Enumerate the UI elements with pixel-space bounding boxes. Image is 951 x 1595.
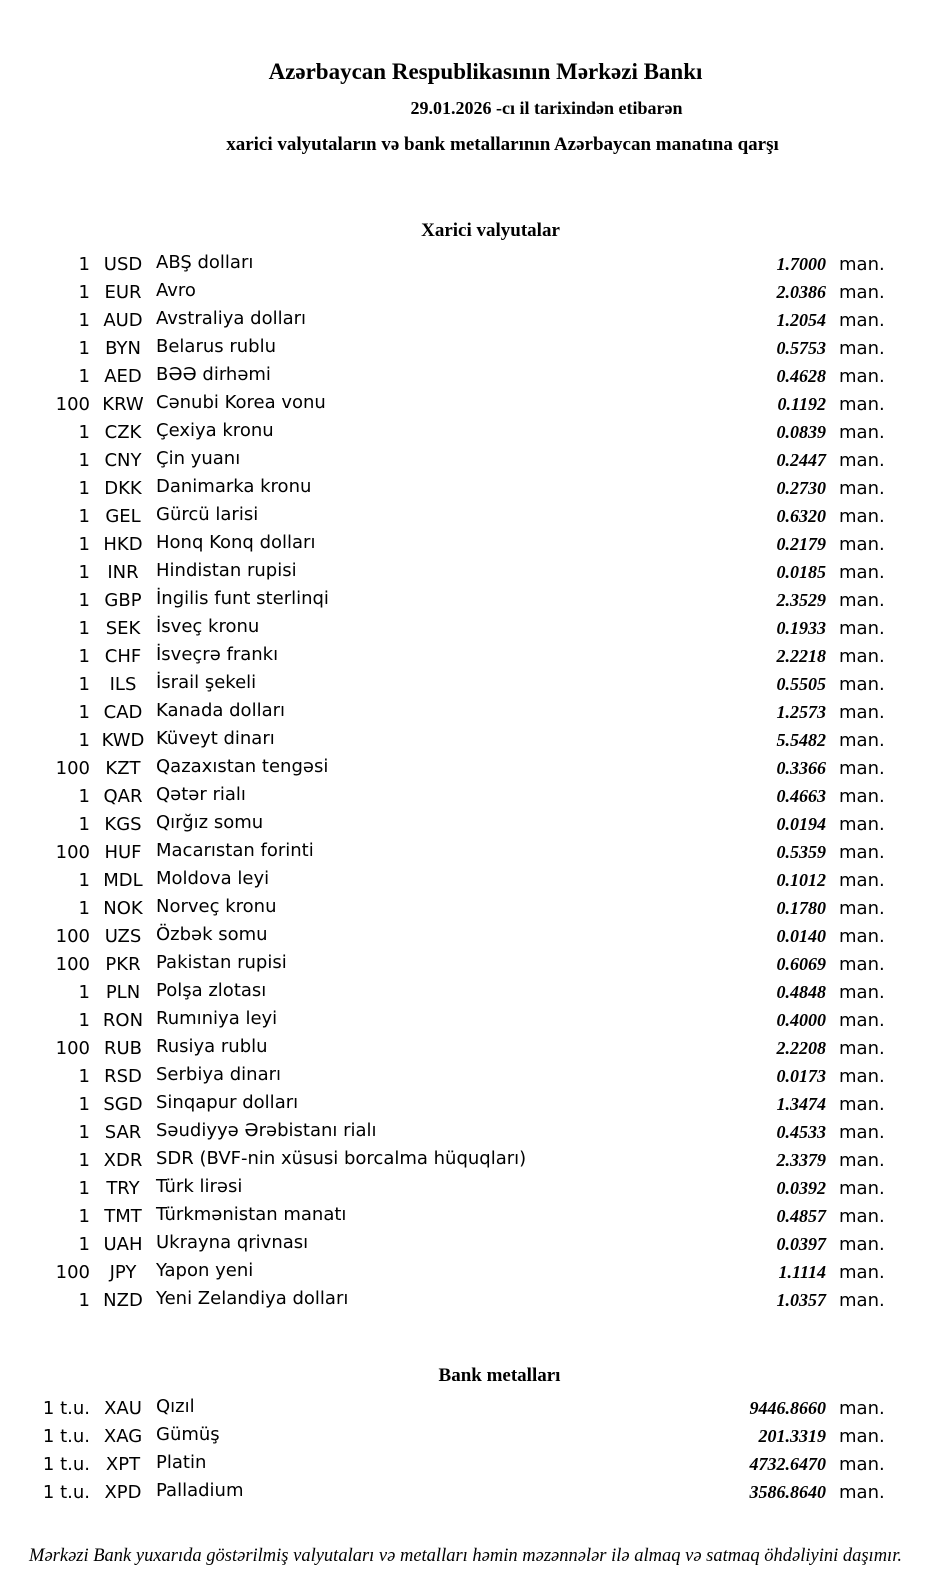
rate-row [0,1230,896,1258]
currency-code: SAR [104,1121,142,1143]
currency-name: Polşa zlotası [156,979,267,1001]
currency-name: Rumıniya leyi [156,1007,278,1029]
quantity-value: 1 [78,1093,90,1115]
rate-value: 0.0173 [776,1065,826,1086]
rate-row [0,418,896,446]
quantity-value: 1 [78,421,90,443]
currency-name: Qazaxıstan tengəsi [156,755,329,777]
currency-code: KZT [105,757,141,779]
currency-code: TRY [106,1177,140,1199]
unit-label: man. [839,1037,885,1059]
rate-row [0,1090,896,1118]
quantity-value: 1 [78,533,90,555]
unit-label: man. [839,449,885,471]
quantity-value: 1 [78,505,90,527]
rate-row [0,558,896,586]
rate-row [0,950,896,978]
currency-code: XPT [105,1453,141,1475]
currency-name: Qətər rialı [156,783,246,805]
currency-name: İngilis funt sterlinqi [156,587,329,609]
page-subtitle: xarici valyutaların və bank metallarının Azərbaycan manatına qarşı [226,134,779,155]
rate-row [0,1286,896,1314]
rate-row [0,1422,896,1450]
unit-label: man. [839,813,885,835]
rate-value: 0.0140 [776,925,826,946]
rate-row [0,1450,896,1478]
rate-row [0,922,896,950]
quantity-value: 1 [78,1121,90,1143]
unit-label: man. [839,365,885,387]
rate-value: 0.0839 [776,421,826,442]
currency-name: Avro [156,279,196,301]
currency-name: Yeni Zelandiya dolları [156,1287,349,1309]
rate-row [0,978,896,1006]
quantity-value: 1 [78,617,90,639]
currency-name: Rusiya rublu [156,1035,268,1057]
unit-label: man. [839,841,885,863]
rate-row [0,1118,896,1146]
unit-label: man. [839,1261,885,1283]
rate-value: 9446.8660 [749,1397,826,1418]
rate-value: 0.0397 [776,1233,826,1254]
rate-row [0,446,896,474]
currency-name: İsveç kronu [156,615,260,637]
rate-row [0,754,896,782]
rate-row [0,810,896,838]
currency-name: Səudiyyə Ərəbistanı rialı [156,1119,377,1141]
rate-value: 1.3474 [776,1093,826,1114]
rate-value: 0.1780 [776,897,826,918]
rate-value: 0.1933 [776,617,826,638]
rate-row [0,250,896,278]
currency-code: AED [104,365,142,387]
rate-value: 0.2179 [776,533,826,554]
rate-row [0,1478,896,1506]
quantity-value: 1 [78,645,90,667]
section-title-currencies: Xarici valyutalar [421,220,560,241]
rate-value: 0.0185 [776,561,826,582]
rate-value: 3586.8640 [749,1481,826,1502]
quantity-value: 1 [78,1149,90,1171]
unit-label: man. [839,1205,885,1227]
quantity-value: 1 [78,1205,90,1227]
currency-code: KRW [102,393,144,415]
unit-label: man. [839,701,885,723]
currency-name: ABŞ dolları [156,251,254,273]
currency-code: BYN [105,337,141,359]
rate-value: 0.1192 [777,393,826,414]
currency-code: EUR [104,281,142,303]
rate-row [0,1202,896,1230]
unit-label: man. [839,421,885,443]
unit-label: man. [839,617,885,639]
rate-value: 0.6320 [776,505,826,526]
unit-label: man. [839,1177,885,1199]
currency-name: Çexiya kronu [156,419,274,441]
rate-value: 201.3319 [758,1425,826,1446]
currency-code: SEK [105,617,141,639]
rate-value: 0.0194 [776,813,826,834]
currency-code: UZS [104,925,142,947]
quantity-value: 1 [78,729,90,751]
unit-label: man. [839,925,885,947]
quantity-value: 1 [78,281,90,303]
rate-row [0,1062,896,1090]
currency-name: Gümüş [156,1423,220,1445]
rate-value: 0.4000 [776,1009,826,1030]
rate-row [0,838,896,866]
quantity-value: 1 [78,337,90,359]
currency-code: UAH [103,1233,143,1255]
currency-code: TMT [104,1205,142,1227]
quantity-value: 1 [78,869,90,891]
rate-value: 1.7000 [776,253,826,274]
currency-name: SDR (BVF-nin xüsusi borcalma hüquqları) [156,1147,527,1169]
quantity-value: 1 [78,785,90,807]
currency-code: XDR [103,1149,143,1171]
quantity-value: 1 [78,701,90,723]
unit-label: man. [839,309,885,331]
rate-row [0,782,896,810]
currency-name: İsveçrə frankı [156,643,279,665]
unit-label: man. [839,981,885,1003]
currency-code: CZK [104,421,142,443]
rate-row [0,642,896,670]
rate-value: 0.4857 [776,1205,826,1226]
quantity-value: 1 [78,253,90,275]
quantity-value: 1 [78,1009,90,1031]
currency-code: QAR [103,785,143,807]
currency-code: JPY [109,1261,137,1283]
currency-name: Cənubi Korea vonu [156,391,326,413]
rate-row [0,1146,896,1174]
rate-row [0,1258,896,1286]
unit-label: man. [839,253,885,275]
unit-label: man. [839,673,885,695]
quantity-value: 1 t.u. [42,1453,90,1475]
currency-code: RON [102,1009,144,1031]
unit-label: man. [839,477,885,499]
unit-label: man. [839,1397,885,1419]
rate-value: 0.4533 [776,1121,826,1142]
currency-name: Danimarka kronu [156,475,312,497]
currency-code: CNY [104,449,142,471]
unit-label: man. [839,645,885,667]
currency-code: SGD [103,1093,143,1115]
rate-value: 2.3379 [776,1149,826,1170]
quantity-value: 1 [78,1065,90,1087]
currency-code: RSD [104,1065,142,1087]
unit-label: man. [839,505,885,527]
quantity-value: 1 [78,365,90,387]
currency-code: NOK [103,897,143,919]
quantity-value: 1 t.u. [42,1425,90,1447]
currency-name: İsrail şekeli [156,671,257,693]
rate-row [0,502,896,530]
currency-code: MDL [103,869,143,891]
quantity-value: 1 [78,1177,90,1199]
currency-name: Moldova leyi [156,867,270,889]
currency-name: BƏƏ dirhəmi [156,363,271,385]
currency-name: Küveyt dinarı [156,727,275,749]
currency-code: XAG [103,1425,143,1447]
quantity-value: 1 t.u. [42,1397,90,1419]
unit-label: man. [839,393,885,415]
rate-row [0,614,896,642]
currency-name: Türkmənistan manatı [156,1203,347,1225]
rate-value: 0.3366 [776,757,826,778]
unit-label: man. [839,1453,885,1475]
currency-name: Çin yuanı [156,447,241,469]
footer-note: Mərkəzi Bank yuxarıda göstərilmiş valyutaları və metalları həmin məzənnələr ilə almaq və satmaq öhdəliyini daşımır. [29,1546,902,1566]
quantity-value: 1 [78,1233,90,1255]
rate-row [0,362,896,390]
quantity-value: 1 [78,813,90,835]
unit-label: man. [839,869,885,891]
rate-row [0,278,896,306]
quantity-value: 100 [55,953,90,975]
currency-code: HKD [103,533,143,555]
currency-name: Kanada dolları [156,699,286,721]
rate-row [0,530,896,558]
unit-label: man. [839,729,885,751]
effective-date: 29.01.2026 -cı il tarixindən etibarən [410,98,683,118]
rate-row [0,894,896,922]
currency-name: Palladium [156,1479,244,1501]
currency-code: CHF [104,645,142,667]
unit-label: man. [839,337,885,359]
currency-code: HUF [104,841,142,863]
rate-value: 0.2447 [776,449,826,470]
currency-name: Belarus rublu [156,335,277,357]
quantity-value: 100 [55,1037,90,1059]
section-title-metals: Bank metalları [438,1365,561,1386]
rate-value: 1.1114 [778,1261,826,1282]
quantity-value: 100 [55,393,90,415]
unit-label: man. [839,953,885,975]
unit-label: man. [839,533,885,555]
quantity-value: 1 [78,477,90,499]
rate-value: 0.5753 [776,337,826,358]
unit-label: man. [839,1233,885,1255]
currency-code: CAD [103,701,143,723]
rate-row [0,1394,896,1422]
rate-value: 2.3529 [776,589,826,610]
quantity-value: 1 [78,673,90,695]
currency-code: PKR [105,953,141,975]
quantity-value: 100 [55,925,90,947]
quantity-value: 100 [55,1261,90,1283]
currency-code: GEL [105,505,141,527]
quantity-value: 1 [78,561,90,583]
rate-value: 0.5359 [776,841,826,862]
quantity-value: 1 [78,309,90,331]
rate-value: 0.5505 [776,673,826,694]
currencies-table [0,250,896,1314]
currency-name: Sinqapur dolları [156,1091,299,1113]
quantity-value: 1 [78,897,90,919]
currency-name: Ukrayna qrivnası [156,1231,309,1253]
rate-row [0,1034,896,1062]
unit-label: man. [839,1065,885,1087]
rate-value: 1.2573 [776,701,826,722]
currency-code: DKK [104,477,142,499]
rate-value: 5.5482 [776,729,826,750]
quantity-value: 1 [78,589,90,611]
currency-code: INR [107,561,139,583]
currency-code: XPD [104,1481,142,1503]
unit-label: man. [839,561,885,583]
unit-label: man. [839,1009,885,1031]
quantity-value: 100 [55,757,90,779]
currency-name: Serbiya dinarı [156,1063,281,1085]
metals-table [0,1394,896,1506]
unit-label: man. [839,1149,885,1171]
unit-label: man. [839,1425,885,1447]
rate-row [0,390,896,418]
unit-label: man. [839,1289,885,1311]
rate-value: 0.6069 [776,953,826,974]
currency-code: GBP [104,589,142,611]
rate-row [0,670,896,698]
rate-value: 2.0386 [776,281,826,302]
rate-row [0,1174,896,1202]
quantity-value: 1 t.u. [42,1481,90,1503]
currency-name: Norveç kronu [156,895,277,917]
unit-label: man. [839,589,885,611]
currency-code: XAU [104,1397,142,1419]
rate-value: 1.2054 [776,309,826,330]
rate-value: 0.1012 [776,869,826,890]
unit-label: man. [839,1121,885,1143]
rate-value: 0.0392 [776,1177,826,1198]
unit-label: man. [839,1481,885,1503]
currency-code: PLN [105,981,141,1003]
currency-name: Yapon yeni [156,1259,254,1281]
rate-value: 0.2730 [776,477,826,498]
currency-name: Qızıl [156,1395,195,1417]
rate-row [0,1006,896,1034]
rate-value: 2.2208 [776,1037,826,1058]
currency-code: USD [103,253,143,275]
quantity-value: 1 [78,981,90,1003]
rate-value: 0.4628 [776,365,826,386]
currency-name: Honq Konq dolları [156,531,316,553]
currency-code: ILS [109,673,137,695]
currency-name: Pakistan rupisi [156,951,287,973]
currency-name: Özbək somu [156,923,268,945]
currency-name: Avstraliya dolları [156,307,307,329]
rate-row [0,698,896,726]
quantity-value: 100 [55,841,90,863]
currency-name: Platin [156,1451,207,1473]
currency-name: Qırğız somu [156,811,264,833]
currency-name: Hindistan rupisi [156,559,297,581]
currency-code: AUD [103,309,143,331]
currency-code: RUB [103,1037,143,1059]
rate-row [0,306,896,334]
rate-value: 0.4848 [776,981,826,1002]
rate-value: 2.2218 [776,645,826,666]
unit-label: man. [839,897,885,919]
rate-value: 1.0357 [776,1289,826,1310]
currency-code: KGS [104,813,142,835]
currency-name: Gürcü larisi [156,503,259,525]
rate-value: 4732.6470 [749,1453,826,1474]
unit-label: man. [839,281,885,303]
rate-row [0,474,896,502]
unit-label: man. [839,785,885,807]
rate-row [0,866,896,894]
unit-label: man. [839,1093,885,1115]
currency-code: KWD [101,729,145,751]
currency-name: Türk lirəsi [156,1175,243,1197]
rate-value: 0.4663 [776,785,826,806]
currency-code: NZD [103,1289,143,1311]
rate-row [0,586,896,614]
rate-row [0,726,896,754]
unit-label: man. [839,757,885,779]
quantity-value: 1 [78,449,90,471]
rate-row [0,334,896,362]
quantity-value: 1 [78,1289,90,1311]
currency-name: Macarıstan forinti [156,839,314,861]
page-title: Azərbaycan Respublikasının Mərkəzi Bankı [268,59,703,84]
